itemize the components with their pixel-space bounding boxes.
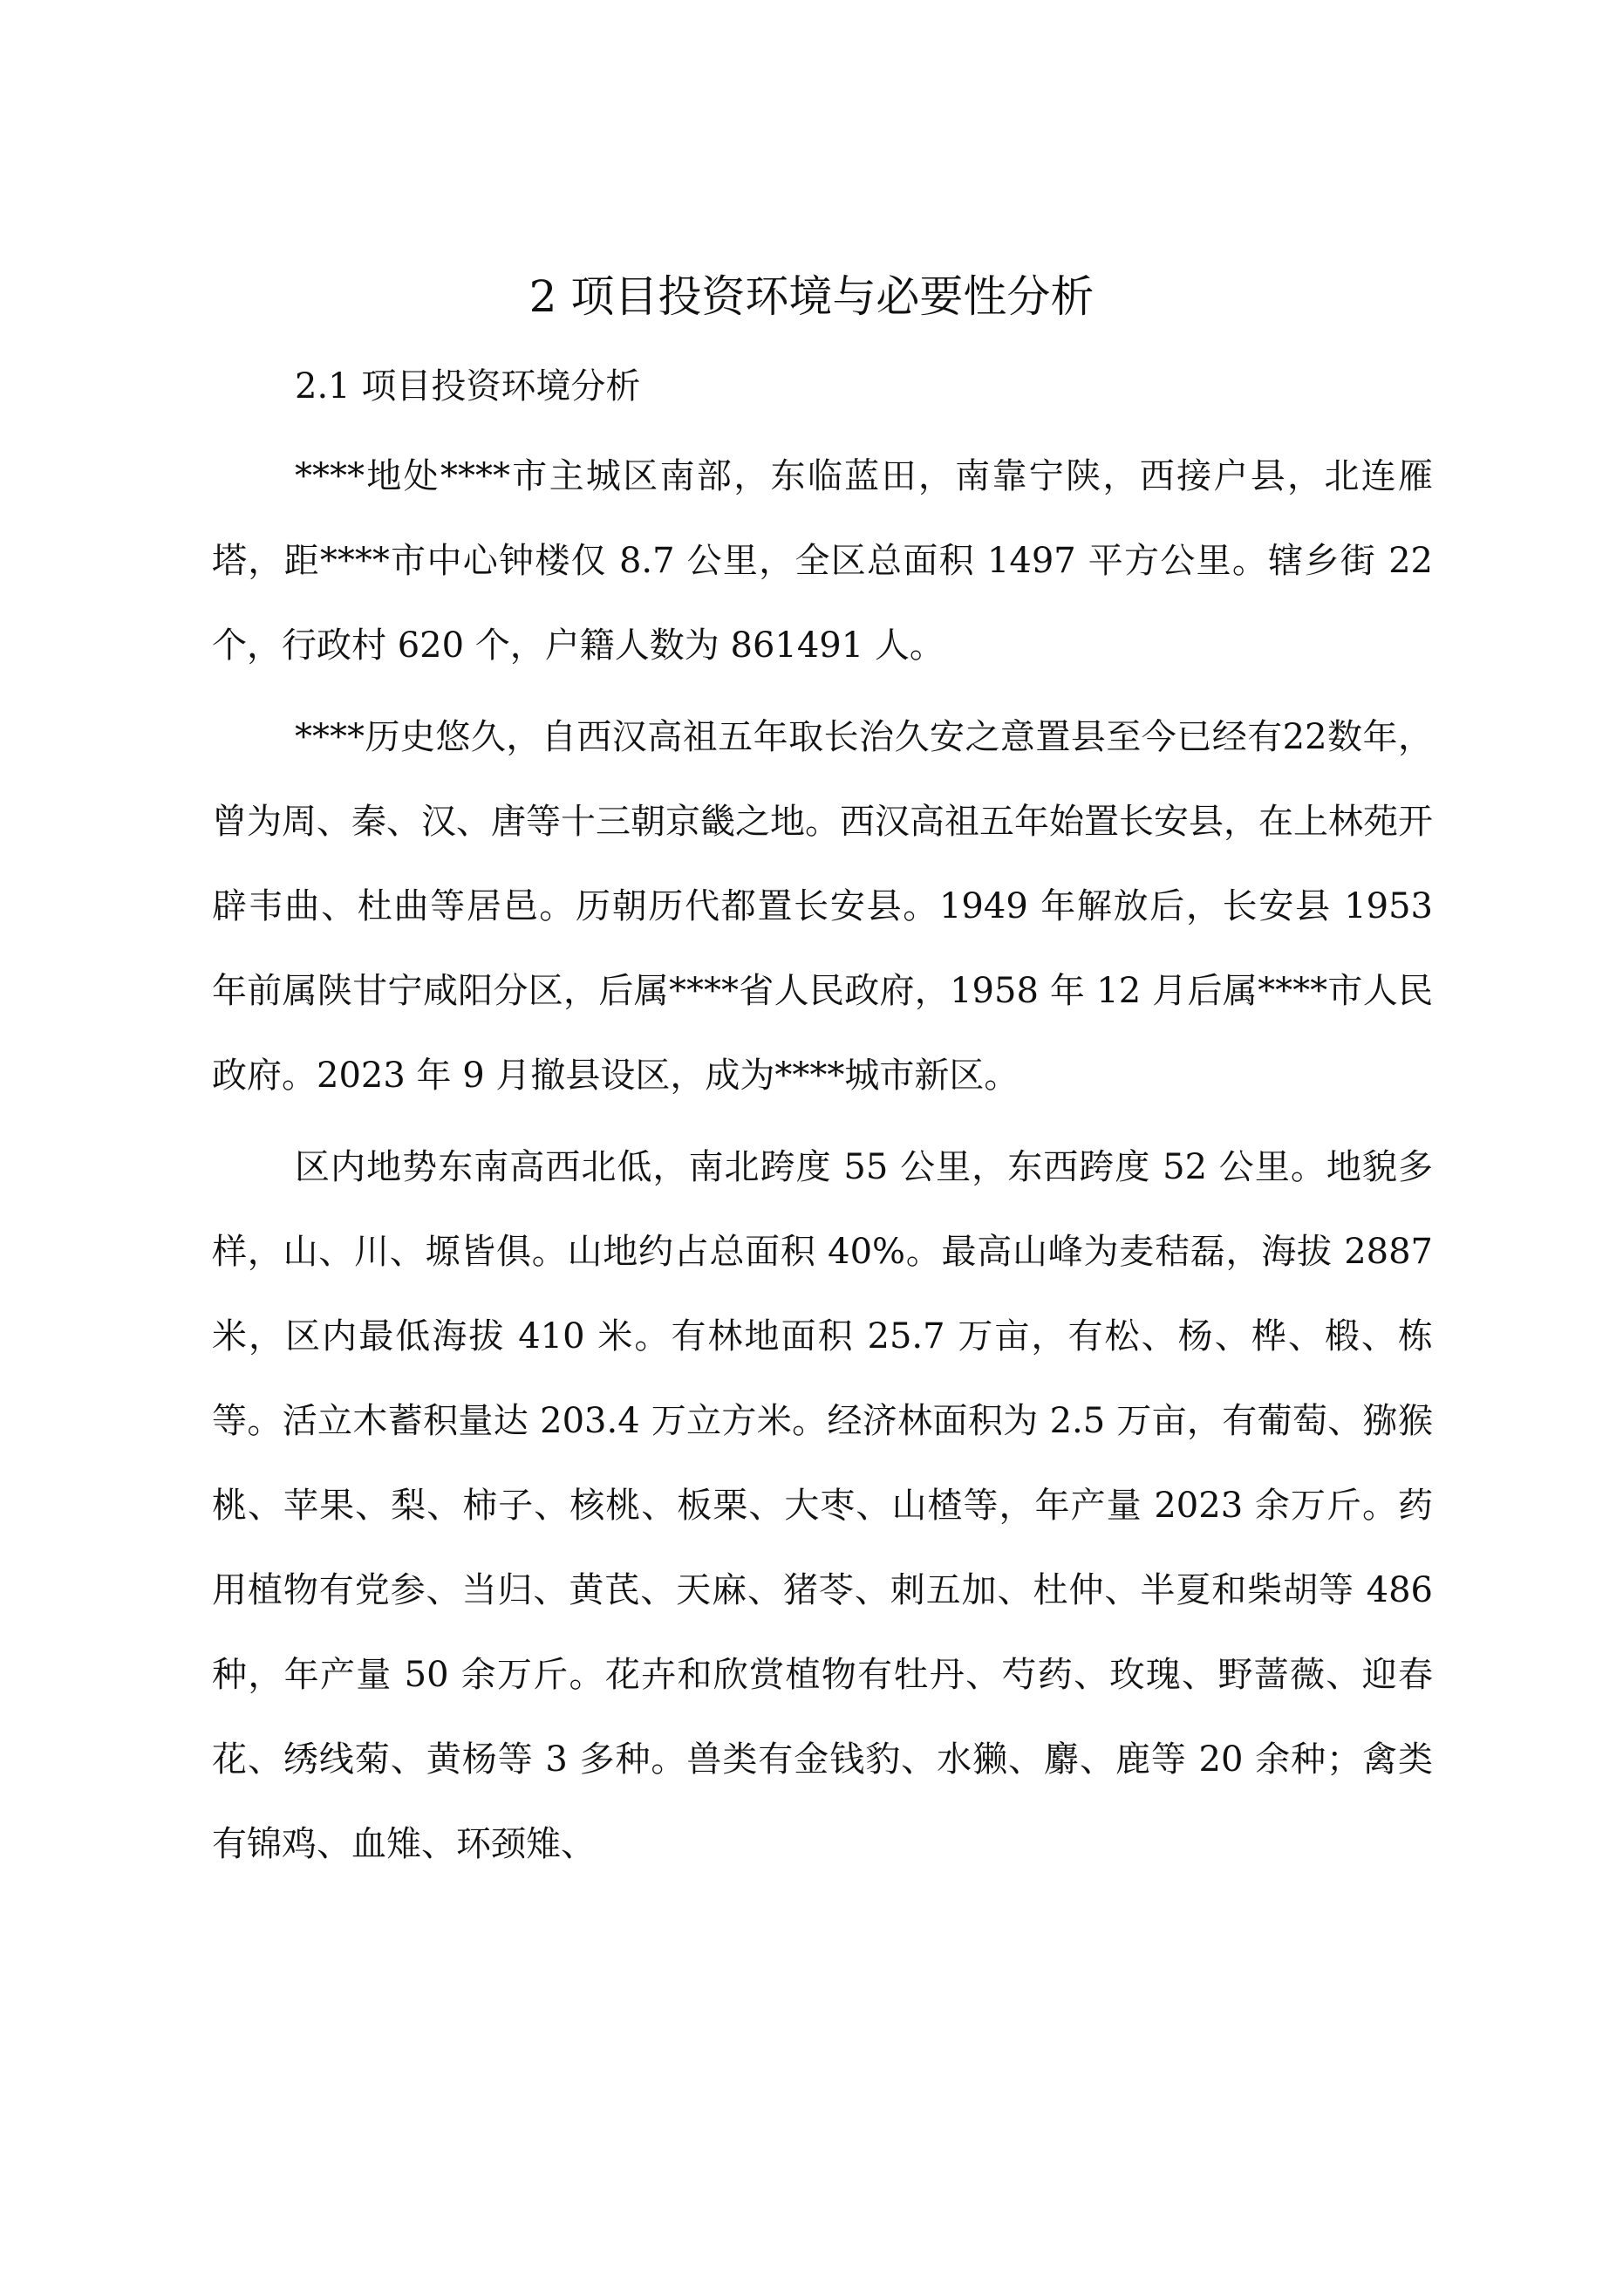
paragraph-location: ****地处****市主城区南部，东临蓝田，南靠宁陕，西接户县，北连雁塔，距****市中心钟楼仅 8.7 公里，全区总面积 1497 平方公里。辖乡街 22 个，行政村 620 个，户籍人数为 861491 人。 <box>212 456 1433 666</box>
page-title: 2 项目投资环境与必要性分析 <box>528 271 1095 322</box>
paragraph-history: ****历史悠久，自西汉高祖五年取长治久安之意置县至今已经有22数年，曾为周、秦、汉、唐等十三朝京畿之地。西汉高祖五年始置长安县，在上林苑开辟韦曲、杜曲等居邑。历朝历代都置长安县。1949 年解放后，长安县 1953 年前属陕甘宁咸阳分区，后属****省人民政府，1958 年 12 月后属****市人民政府。2023 年 9 月撤县设区，成为****城市新区。 <box>212 717 1433 1096</box>
section-heading: 2.1 项目投资环境分析 <box>295 366 641 407</box>
paragraph-geography: 区内地势东南高西北低，南北跨度 55 公里，东西跨度 52 公里。地貌多样，山、川、塬皆俱。山地约占总面积 40%。最高山峰为麦秸磊，海拔 2887 米，区内最低海拔 410 米。有林地面积 25.7 万亩，有松、杨、桦、椴、栋等。活立木蓄积量达 203.4 万立方米。经济林面积为 2.5 万亩，有葡萄、猕猴桃、苹果、梨、柿子、核桃、板栗、大枣、山楂等，年产量 2023 余万斤。药用植物有党参、当归、黄芪、天麻、猪苓、刺五加、杜仲、半夏和柴胡等 486 种，年产量 50 余万斤。花卉和欣赏植物有牡丹、芍药、玫瑰、野蔷薇、迎春花、绣线菊、黄杨等 3 多种。兽类有金钱豹、水獭、麝、鹿等 20 余种；禽类有锦鸡、血雉、环颈雉、 <box>212 1147 1433 1864</box>
document-body <box>212 434 1433 1887</box>
